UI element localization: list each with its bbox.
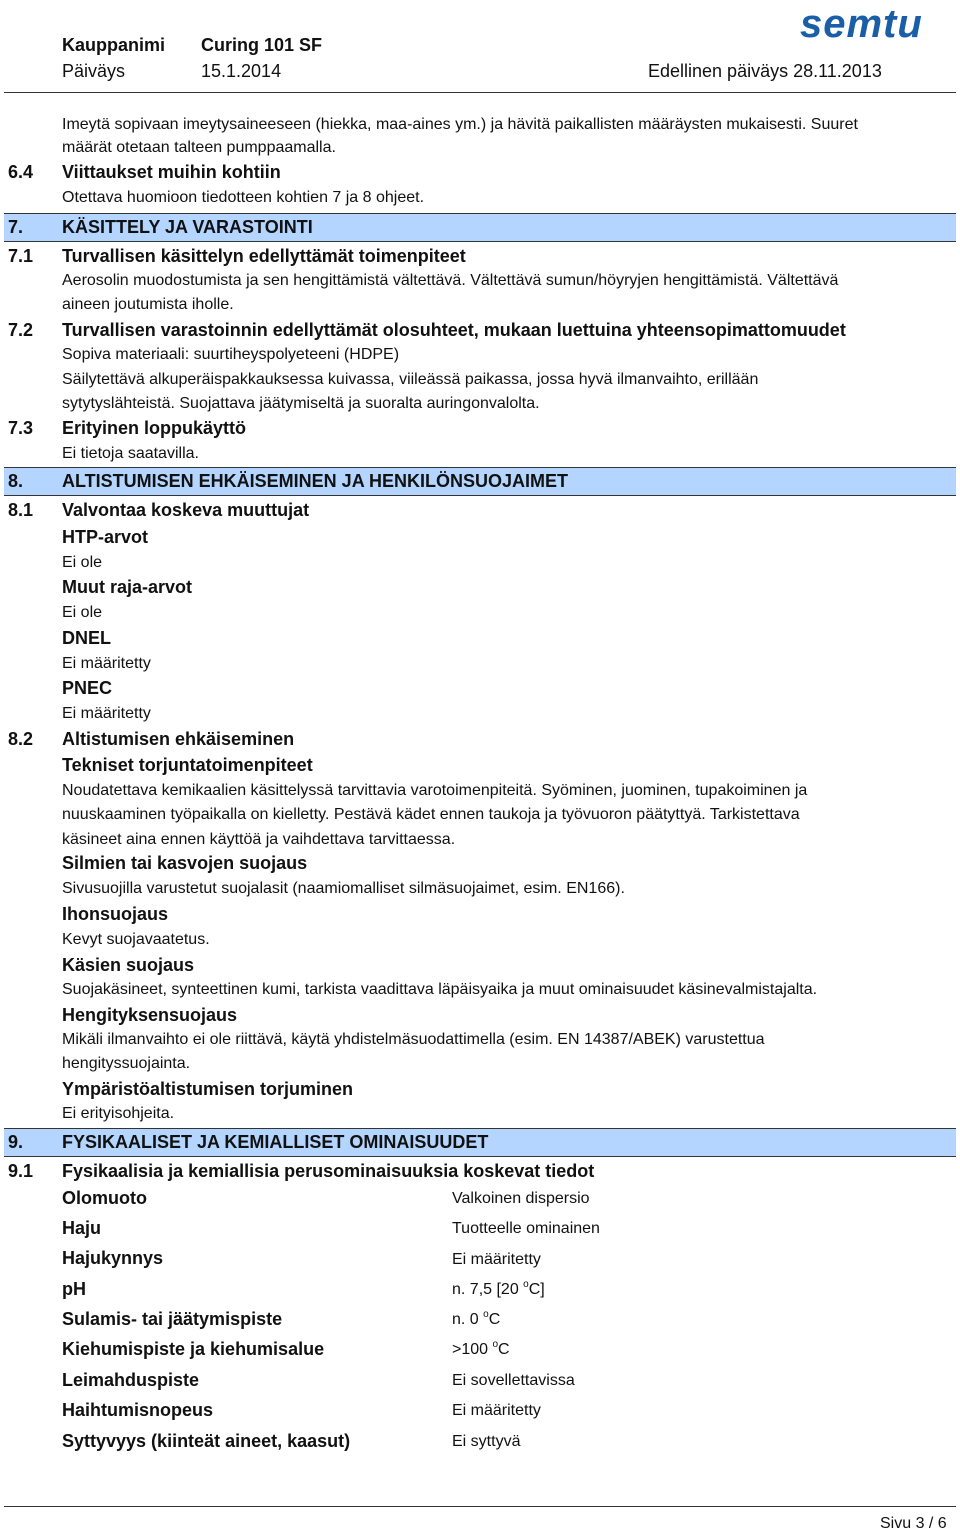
section-9-title: FYSIKAALISET JA KEMIALLISET OMINAISUUDET	[62, 1132, 489, 1152]
semtu-logo: semtu	[800, 2, 923, 46]
value-unit: C	[488, 1311, 501, 1328]
property-value: Ei määritetty	[452, 1251, 541, 1268]
property-value	[452, 1311, 500, 1329]
eye-protection-line-1: Sivusuojilla varustetut suojalasit (naamiomalliset silmäsuojaimet, esim. EN166).	[62, 880, 625, 897]
hand-protection-label: Käsien suojaus	[62, 955, 195, 975]
technical-controls-label: Tekniset torjuntatoimenpiteet	[62, 755, 313, 775]
value-unit: C]	[528, 1281, 545, 1298]
section-6-4-title: Viittaukset muihin kohtiin	[62, 162, 281, 182]
intro-line-1: Imeytä sopivaan imeytysaineeseen (hiekka, maa-aines ym.) ja hävitä paikallisten määräysten mukaisesti. Suuret	[62, 116, 858, 133]
property-value: Valkoinen dispersio	[452, 1190, 590, 1207]
property-label: Olomuoto	[62, 1188, 147, 1208]
eye-protection-label: Silmien tai kasvojen suojaus	[62, 853, 308, 873]
property-value: Ei syttyvä	[452, 1433, 521, 1450]
previous-date: Edellinen päiväys 28.11.2013	[648, 61, 882, 81]
property-label: Kiehumispiste ja kiehumisalue	[62, 1339, 325, 1359]
section-9-header	[4, 1128, 956, 1157]
footer-divider	[4, 1506, 956, 1507]
degree-sup: o	[483, 1309, 489, 1320]
section-8-1-title: Valvontaa koskeva muuttujat	[62, 500, 310, 520]
section-7-1-title: Turvallisen käsittelyn edellyttämät toimenpiteet	[62, 246, 466, 266]
value-text: n. 0	[452, 1311, 484, 1328]
section-7-3-number: 7.3	[8, 418, 34, 438]
property-label: Sulamis- tai jäätymispiste	[62, 1309, 283, 1329]
technical-controls-line-1: Noudatettava kemikaalien käsittelyssä tarvittavia varotoimenpiteitä. Syöminen, juominen, tupakoiminen ja	[62, 782, 808, 799]
property-value: Tuotteelle ominainen	[452, 1220, 600, 1237]
page-number: Sivu 3 / 6	[880, 1515, 947, 1532]
section-8-header	[4, 467, 956, 496]
value-unit: C	[498, 1341, 510, 1358]
section-7-1-line-1: Aerosolin muodostumista ja sen hengittämistä vältettävä. Vältettävä sumun/höyryjen hengittämistä. Vältettävä	[62, 272, 839, 289]
trade-name-value: Curing 101 SF	[201, 35, 323, 55]
skin-protection-line-1: Kevyt suojavaatetus.	[62, 931, 210, 948]
section-6-4-number: 6.4	[8, 162, 34, 182]
section-7-title: KÄSITTELY JA VARASTOINTI	[62, 217, 313, 237]
section-6-4-text: Otettava huomioon tiedotteen kohtien 7 ja 8 ohjeet.	[62, 189, 425, 206]
date-label: Päiväys	[62, 61, 126, 81]
section-7-1-line-2: aineen joutumista iholle.	[62, 296, 234, 313]
section-7-header	[4, 213, 956, 242]
technical-controls-line-3: käsineet aina ennen käyttöä ja vaihdettava tarvittaessa.	[62, 831, 456, 848]
pnec-value: Ei määritetty	[62, 705, 151, 722]
property-value: Ei määritetty	[452, 1402, 541, 1419]
section-7-3-line-1: Ei tietoja saatavilla.	[62, 445, 199, 462]
hand-protection-line-1: Suojakäsineet, synteettinen kumi, tarkista vaadittava läpäisyaika ja muut ominaisuudet käsinevalmistajalta.	[62, 981, 818, 998]
date-value: 15.1.2014	[201, 61, 282, 81]
degree-sup: o	[492, 1339, 499, 1350]
section-7-2-line-3: sytytyslähteistä. Suojattava jäätymiseltä ja suoralta auringonvalolta.	[62, 395, 540, 412]
degree-sup: o	[523, 1279, 529, 1290]
respiratory-protection-line-2: hengityssuojainta.	[62, 1055, 191, 1072]
property-value	[452, 1341, 510, 1359]
property-label: Haihtumisnopeus	[62, 1400, 214, 1420]
section-7-number: 7.	[8, 217, 24, 237]
section-7-1-number: 7.1	[8, 246, 34, 266]
respiratory-protection-label: Hengityksensuojaus	[62, 1005, 238, 1025]
htp-label: HTP-arvot	[62, 527, 149, 547]
section-9-1-number: 9.1	[8, 1161, 34, 1181]
section-7-3-title: Erityinen loppukäyttö	[62, 418, 247, 438]
technical-controls-line-2: nuuskaaminen työpaikalla on kielletty. Pestävä kädet ennen taukoja ja työvuoron päätyttyä. Tarkistettava	[62, 806, 800, 823]
property-label: Haju	[62, 1218, 102, 1238]
section-8-2-title: Altistumisen ehkäiseminen	[62, 729, 295, 749]
value-text: n. 7,5 [20	[452, 1281, 524, 1298]
section-7-2-title: Turvallisen varastoinnin edellyttämät olosuhteet, mukaan luettuina yhteensopimattomuudet	[62, 320, 846, 340]
property-label: Leimahduspiste	[62, 1370, 200, 1390]
section-8-number: 8.	[8, 471, 24, 491]
environmental-exposure-label: Ympäristöaltistumisen torjuminen	[62, 1079, 354, 1099]
property-label: Syttyvyys (kiinteät aineet, kaasut)	[62, 1431, 351, 1451]
value-text: >100	[452, 1341, 493, 1358]
section-8-1-number: 8.1	[8, 500, 34, 520]
section-8-title: ALTISTUMISEN EHKÄISEMINEN JA HENKILÖNSUOJAIMET	[62, 471, 569, 491]
section-7-2-line-1: Sopiva materiaali: suurtiheyspolyeteeni (HDPE)	[62, 346, 400, 363]
htp-value: Ei ole	[62, 554, 103, 571]
section-9-number: 9.	[8, 1132, 24, 1152]
header-divider	[4, 92, 956, 93]
dnel-value: Ei määritetty	[62, 655, 151, 672]
dnel-label: DNEL	[62, 628, 111, 648]
pnec-label: PNEC	[62, 678, 113, 698]
section-7-2-number: 7.2	[8, 320, 34, 340]
section-8-2-number: 8.2	[8, 729, 34, 749]
environmental-exposure-line-1: Ei erityisohjeita.	[62, 1105, 175, 1122]
section-9-1-title: Fysikaalisia ja kemiallisia perusominaisuuksia koskevat tiedot	[62, 1161, 595, 1181]
property-label: Hajukynnys	[62, 1248, 164, 1268]
trade-name-label: Kauppanimi	[62, 35, 166, 55]
intro-line-2: määrät otetaan talteen pumppaamalla.	[62, 139, 336, 156]
skin-protection-label: Ihonsuojaus	[62, 904, 169, 924]
section-7-2-line-2: Säilytettävä alkuperäispakkauksessa kuivassa, viileässä paikassa, jossa hyvä ilmanvaihto, erillään	[62, 371, 759, 388]
property-label: pH	[62, 1279, 86, 1299]
property-value	[452, 1281, 545, 1299]
other-limits-label: Muut raja-arvot	[62, 577, 193, 597]
property-value: Ei sovellettavissa	[452, 1372, 575, 1389]
respiratory-protection-line-1: Mikäli ilmanvaihto ei ole riittävä, käytä yhdistelmäsuodattimella (esim. EN 14387/ABEK) varustettua	[62, 1031, 765, 1048]
other-limits-value: Ei ole	[62, 604, 103, 621]
